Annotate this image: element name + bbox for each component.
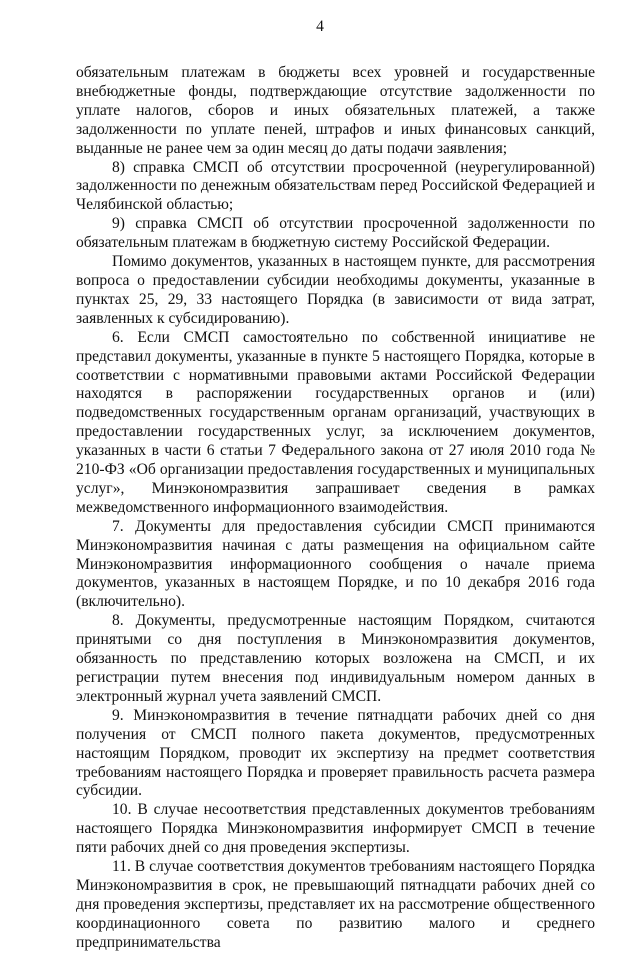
- paragraph: 9. Минэкономразвития в течение пятнадцати рабочих дней со дня получения от СМСП полного пакета документов, предусмотренных настоящим Порядком, проводит их экспертизу на предмет соответствия требованиям настоящего Порядка и проверяет правильность расчета размера субсидии.: [76, 706, 595, 800]
- paragraph: 10. В случае несоответствия представленных документов требованиям настоящего Порядка Минэкономразвития информирует СМСП в течение пяти рабочих дней со дня проведения экспертизы.: [76, 801, 595, 857]
- paragraph: 6. Если СМСП самостоятельно по собственной инициативе не представил документы, указанные в пункте 5 настоящего Порядка, которые в соответствии с нормативными правовыми актами Российской Федерации находятся в распоряжении государственных органов и (или) подведомственных государственным органам организаций, участвующих в предоставлении государственных услуг, за исключением документов, указанных в части 6 статьи 7 Федерального закона от 27 июля 2010 года № 210-ФЗ «Об организации предоставления государственных и муниципальных услуг», Минэкономразвития запрашивает сведения в рамках межведомственного информационного взаимодействия.: [76, 328, 595, 516]
- document-body: [76, 64, 595, 953]
- paragraph: 8. Документы, предусмотренные настоящим Порядком, считаются принятыми со дня поступления в Минэкономразвития документов, обязанность по представлению которых возложена на СМСП, и их регистрации путем внесения под индивидуальным номером данных в электронный журнал учета заявлений СМСП.: [76, 612, 595, 705]
- paragraph: 8) справка СМСП об отсутствии просроченной (неурегулированной) задолженности по денежным обязательствам перед Российской Федерацией и Челябинской областью;: [76, 158, 595, 214]
- page-number: 4: [316, 18, 324, 35]
- paragraph: 7. Документы для предоставления субсидии СМСП принимаются Минэкономразвития начиная с даты размещения на официальном сайте Минэкономразвития информационного сообщения о начале приема документов, указанных в настоящем Порядке, и по 10 декабря 2016 года (включительно).: [76, 517, 595, 611]
- paragraph: обязательным платежам в бюджеты всех уровней и государственные внебюджетные фонды, подтверждающие отсутствие задолженности по уплате налогов, сборов и иных обязательных платежей, а также задолженности по уплате пеней, штрафов и иных финансовых санкций, выданные не ранее чем за один месяц до даты подачи заявления;: [76, 64, 595, 157]
- paragraph: 11. В случае соответствия документов требованиям настоящего Порядка Минэкономразвития в срок, не превышающий пятнадцати рабочих дней со дня проведения экспертизы, представляет их на рассмотрение общественного координационного совета по развитию малого и среднего предпринимательства: [76, 858, 595, 951]
- paragraph: Помимо документов, указанных в настоящем пункте, для рассмотрения вопроса о предоставлении субсидии необходимы документы, указанные в пунктах 25, 29, 33 настоящего Порядка (в зависимости от вида затрат, заявленных к субсидированию).: [76, 253, 595, 327]
- paragraph: 9) справка СМСП об отсутствии просроченной задолженности по обязательным платежам в бюджетную систему Российской Федерации.: [76, 215, 595, 252]
